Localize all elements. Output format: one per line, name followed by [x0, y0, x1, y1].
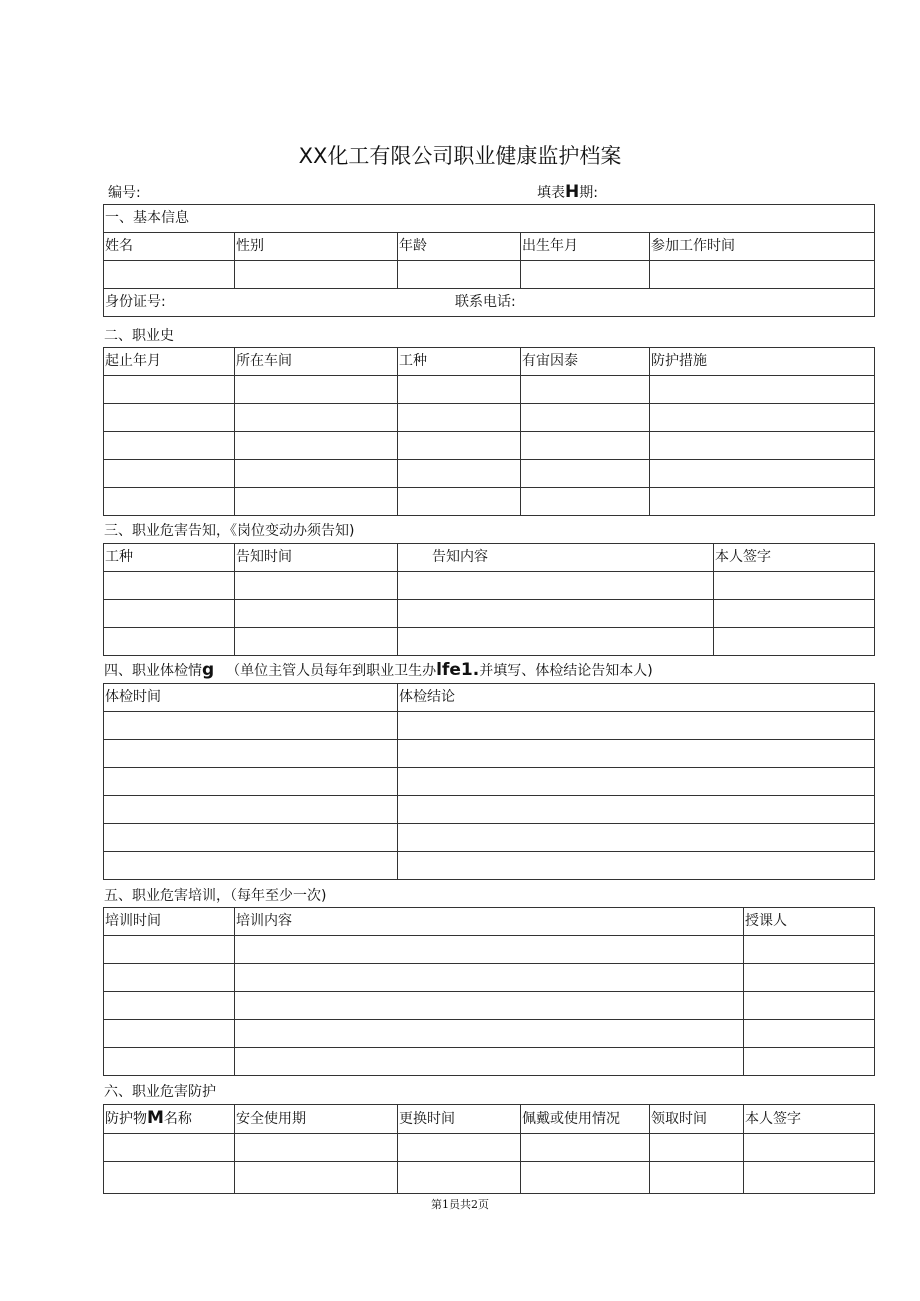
table-row: [104, 936, 875, 964]
table-row: [104, 1020, 875, 1048]
table-row: [104, 992, 875, 1020]
history-header-workshop: 所在车间: [235, 348, 398, 376]
table-row: [104, 600, 875, 628]
basic-header-work-start: 参加工作时间: [650, 233, 875, 261]
section4-heading-d: lfe1.: [436, 660, 480, 680]
history-header-period: 起止年月: [104, 348, 235, 376]
protection-header-usage: 佩戴或使用情况: [521, 1105, 650, 1134]
protection-header-item-name: [104, 1105, 235, 1134]
training-header-content: 培训内容: [235, 908, 744, 936]
protection-header-b: M: [147, 1108, 164, 1128]
work-history-table: [103, 347, 875, 516]
fill-date-label-c: 期:: [579, 185, 598, 201]
section1-heading: 一、基本信息: [104, 205, 875, 233]
table-row: [104, 460, 875, 488]
training-table: [103, 907, 875, 1076]
table-row: [104, 712, 875, 740]
hazard-notice-table: [103, 543, 875, 656]
protection-table: [103, 1104, 875, 1194]
fill-date-label-b: H: [565, 182, 580, 202]
health-exam-table: [103, 683, 875, 880]
notice-header-signature: 本人签字: [714, 544, 875, 572]
table-row: [104, 824, 875, 852]
section4-heading-a: 四、职业体检情: [104, 663, 202, 679]
protection-header-signature: 本人签字: [744, 1105, 875, 1134]
number-label: 编号:: [108, 185, 141, 201]
document-title: XX化工有限公司职业健康监护档案: [298, 144, 622, 168]
section2-heading: 二、职业史: [104, 328, 174, 344]
input-cell[interactable]: [650, 261, 875, 289]
input-cell[interactable]: [398, 261, 521, 289]
table-row: [104, 740, 875, 768]
table-row: [104, 261, 875, 289]
basic-header-age: 年龄: [398, 233, 521, 261]
table-row: [104, 1162, 875, 1194]
section4-heading-b: g: [202, 660, 215, 680]
table-row: [104, 404, 875, 432]
input-cell[interactable]: [235, 261, 398, 289]
table-row: [104, 852, 875, 880]
exam-header-time: 体检时间: [104, 684, 398, 712]
basic-header-name: 姓名: [104, 233, 235, 261]
protection-header-receive: 领取时间: [650, 1105, 744, 1134]
id-number-label: 身份证号:: [105, 294, 166, 310]
protection-header-c: 名称: [163, 1111, 192, 1127]
section4-heading-c: （单位主管人员每年到职业卫生办: [226, 663, 437, 679]
page-footer: 第1员共2页: [431, 1198, 489, 1211]
section3-heading: 三、职业危害告知，《岗位变动办须告知): [104, 523, 355, 539]
section5-heading: 五、职业危害培训，（每年至少一次): [104, 888, 327, 904]
id-phone-row[interactable]: [104, 289, 875, 317]
training-header-time: 培训时间: [104, 908, 235, 936]
input-cell[interactable]: [104, 261, 235, 289]
table-row: [104, 628, 875, 656]
notice-header-time: 告知时间: [235, 544, 398, 572]
table-row: [104, 768, 875, 796]
section4-heading: [104, 660, 653, 680]
input-cell[interactable]: [521, 261, 650, 289]
protection-header-replace: 更换时间: [398, 1105, 521, 1134]
table-row: [104, 964, 875, 992]
basic-header-birth: 出生年月: [521, 233, 650, 261]
table-row: [104, 796, 875, 824]
protection-header-period: 安全使用期: [235, 1105, 398, 1134]
basic-header-gender: 性别: [235, 233, 398, 261]
history-header-job: 工种: [398, 348, 521, 376]
history-header-protection: 防护措施: [650, 348, 875, 376]
fill-date-label-a: 填表: [537, 185, 565, 201]
history-header-hazard: 有宙因泰: [521, 348, 650, 376]
notice-header-content: 告知内容: [398, 544, 714, 572]
protection-header-a: 防护物: [105, 1111, 147, 1127]
phone-label: 联系电话:: [455, 294, 516, 310]
notice-header-job: 工种: [104, 544, 235, 572]
section6-heading: 六、职业危害防护: [104, 1084, 216, 1100]
fill-date-label: [537, 182, 598, 202]
table-row: [104, 432, 875, 460]
exam-header-conclusion: 体检结论: [398, 684, 875, 712]
table-row: [104, 488, 875, 516]
training-header-lecturer: 授课人: [744, 908, 875, 936]
table-row: [104, 1134, 875, 1162]
section4-heading-e: 并填写、体检结论告知本人): [479, 663, 653, 679]
table-row: [104, 376, 875, 404]
basic-info-table: [103, 204, 875, 317]
table-row: [104, 572, 875, 600]
table-row: [104, 1048, 875, 1076]
